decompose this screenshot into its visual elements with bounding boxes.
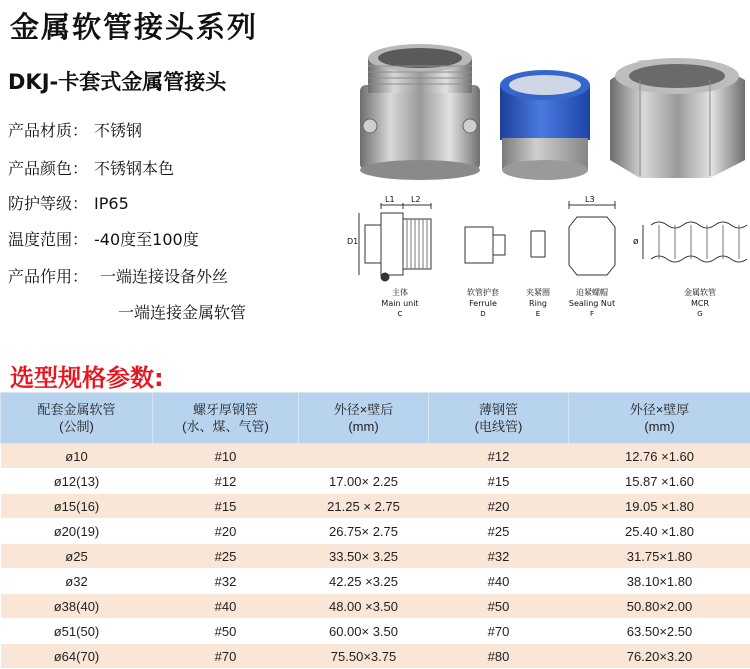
- table-cell: ø64(70): [1, 644, 153, 669]
- table-cell: #10: [153, 444, 299, 469]
- table-row: [1, 469, 750, 494]
- main-unit-photo: [360, 44, 480, 180]
- ferrule-photo: [500, 70, 590, 180]
- table-cell: #20: [429, 494, 569, 519]
- product-subtitle: DKJ-卡套式金属管接头: [8, 66, 226, 96]
- spec-value: IP65: [94, 194, 129, 213]
- col-header-od-wall-2: [569, 393, 750, 444]
- table-row: [1, 644, 750, 669]
- part-cn: 迫紧螺帽: [560, 287, 624, 298]
- header-line: (公制): [2, 418, 151, 435]
- product-photo: [340, 40, 750, 185]
- col-header-od-wall-1: [299, 393, 429, 444]
- header-line: (mm): [300, 418, 427, 435]
- page-title: 金属软管接头系列: [10, 5, 258, 46]
- spec-key: 产品材质：: [8, 118, 88, 141]
- part-code: D: [451, 309, 515, 320]
- table-cell: 33.50× 3.25: [299, 544, 429, 569]
- table-cell: 26.75× 2.75: [299, 519, 429, 544]
- header-line: 配套金属软管: [2, 401, 151, 418]
- table-cell: #50: [153, 619, 299, 644]
- table-cell: 42.25 ×3.25: [299, 569, 429, 594]
- part-cn: 软管护套: [451, 287, 515, 298]
- table-cell: ø20(19): [1, 519, 153, 544]
- spec-color: [8, 156, 174, 179]
- table-cell: #12: [429, 444, 569, 469]
- header-line: (电线管): [430, 418, 567, 435]
- table-row: [1, 519, 750, 544]
- table-cell: 21.25 × 2.75: [299, 494, 429, 519]
- table-header-row: [1, 393, 750, 444]
- table-cell: [299, 444, 429, 469]
- table-cell: #80: [429, 644, 569, 669]
- table-cell: 25.40 ×1.80: [569, 519, 750, 544]
- table-cell: 75.50×3.75: [299, 644, 429, 669]
- table-cell: 76.20×3.20: [569, 644, 750, 669]
- header-line: 外径×壁厚: [570, 401, 749, 418]
- part-cn: 金属软管: [670, 287, 730, 298]
- dim-phi-label: ø: [633, 237, 639, 247]
- table-cell: 15.87 ×1.60: [569, 469, 750, 494]
- header-line: (mm): [570, 418, 749, 435]
- dim-l3-label: L3: [585, 195, 595, 204]
- table-row: [1, 594, 750, 619]
- spec-value: -40度至100度: [94, 230, 199, 249]
- part-cn: 主体: [365, 287, 435, 298]
- part-en: Main unit: [365, 298, 435, 309]
- table-cell: ø38(40): [1, 594, 153, 619]
- part-cn: 夹紧圈: [513, 287, 563, 298]
- table-cell: ø25: [1, 544, 153, 569]
- table-cell: ø32: [1, 569, 153, 594]
- table-cell: #12: [153, 469, 299, 494]
- table-cell: 48.00 ×3.50: [299, 594, 429, 619]
- spec-value: 一端连接金属软管: [118, 303, 246, 322]
- spec-key: 温度范围：: [8, 227, 88, 250]
- dim-l1-label: L1: [385, 195, 395, 204]
- table-cell: #32: [153, 569, 299, 594]
- table-cell: #40: [429, 569, 569, 594]
- table-cell: 63.50×2.50: [569, 619, 750, 644]
- spec-value: 一端连接设备外丝: [100, 267, 228, 286]
- table-cell: 12.76 ×1.60: [569, 444, 750, 469]
- header-line: 螺牙厚钢管: [154, 401, 297, 418]
- spec-table: [0, 392, 750, 669]
- table-cell: 38.10×1.80: [569, 569, 750, 594]
- dim-d1-label: D1: [347, 237, 358, 246]
- table-cell: ø51(50): [1, 619, 153, 644]
- part-label-c: [365, 287, 435, 320]
- table-cell: 50.80×2.00: [569, 594, 750, 619]
- spec-material: [8, 118, 142, 141]
- col-header-thin-pipe: [429, 393, 569, 444]
- spec-value: 不锈钢: [94, 121, 142, 140]
- col-header-hose: [1, 393, 153, 444]
- sealing-nut-photo: [610, 58, 745, 178]
- table-cell: #70: [429, 619, 569, 644]
- spec-temperature: [8, 227, 199, 250]
- table-cell: ø12(13): [1, 469, 153, 494]
- header-line: (水、煤、气管): [154, 418, 297, 435]
- table-cell: 17.00× 2.25: [299, 469, 429, 494]
- header-line: 外径×壁后: [300, 401, 427, 418]
- part-label-f: [560, 287, 624, 320]
- table-cell: ø10: [1, 444, 153, 469]
- table-row: [1, 619, 750, 644]
- spec-key: 产品颜色：: [8, 156, 88, 179]
- part-code: C: [365, 309, 435, 320]
- col-header-thick-pipe: [153, 393, 299, 444]
- technical-diagram: [345, 195, 750, 335]
- part-en: Ring: [513, 298, 563, 309]
- part-label-g: [670, 287, 730, 320]
- table-row: [1, 569, 750, 594]
- table-row: [1, 544, 750, 569]
- part-en: Ferrule: [451, 298, 515, 309]
- part-code: E: [513, 309, 563, 320]
- part-label-e: [513, 287, 563, 320]
- table-cell: #40: [153, 594, 299, 619]
- dim-l2-label: L2: [411, 195, 421, 204]
- table-cell: 31.75×1.80: [569, 544, 750, 569]
- part-label-d: [451, 287, 515, 320]
- spec-key: 产品作用：: [8, 264, 88, 287]
- header-line: 薄钢管: [430, 401, 567, 418]
- spec-function: [8, 264, 228, 287]
- table-cell: #50: [429, 594, 569, 619]
- spec-key: 防护等级：: [8, 191, 88, 214]
- selection-title: 选型规格参数:: [10, 358, 164, 393]
- table-cell: #15: [429, 469, 569, 494]
- part-en: Sealing Nut: [560, 298, 624, 309]
- table-row: [1, 444, 750, 469]
- table-cell: 60.00× 3.50: [299, 619, 429, 644]
- table-cell: #25: [429, 519, 569, 544]
- part-en: MCR: [670, 298, 730, 309]
- table-cell: #15: [153, 494, 299, 519]
- table-cell: #25: [153, 544, 299, 569]
- spec-function-cont: [118, 300, 246, 323]
- spec-value: 不锈钢本色: [94, 159, 174, 178]
- table-cell: 19.05 ×1.80: [569, 494, 750, 519]
- part-code: G: [670, 309, 730, 320]
- table-cell: #32: [429, 544, 569, 569]
- table-row: [1, 494, 750, 519]
- part-code: F: [560, 309, 624, 320]
- table-cell: #20: [153, 519, 299, 544]
- table-cell: #70: [153, 644, 299, 669]
- spec-protection: [8, 191, 129, 214]
- table-cell: ø15(16): [1, 494, 153, 519]
